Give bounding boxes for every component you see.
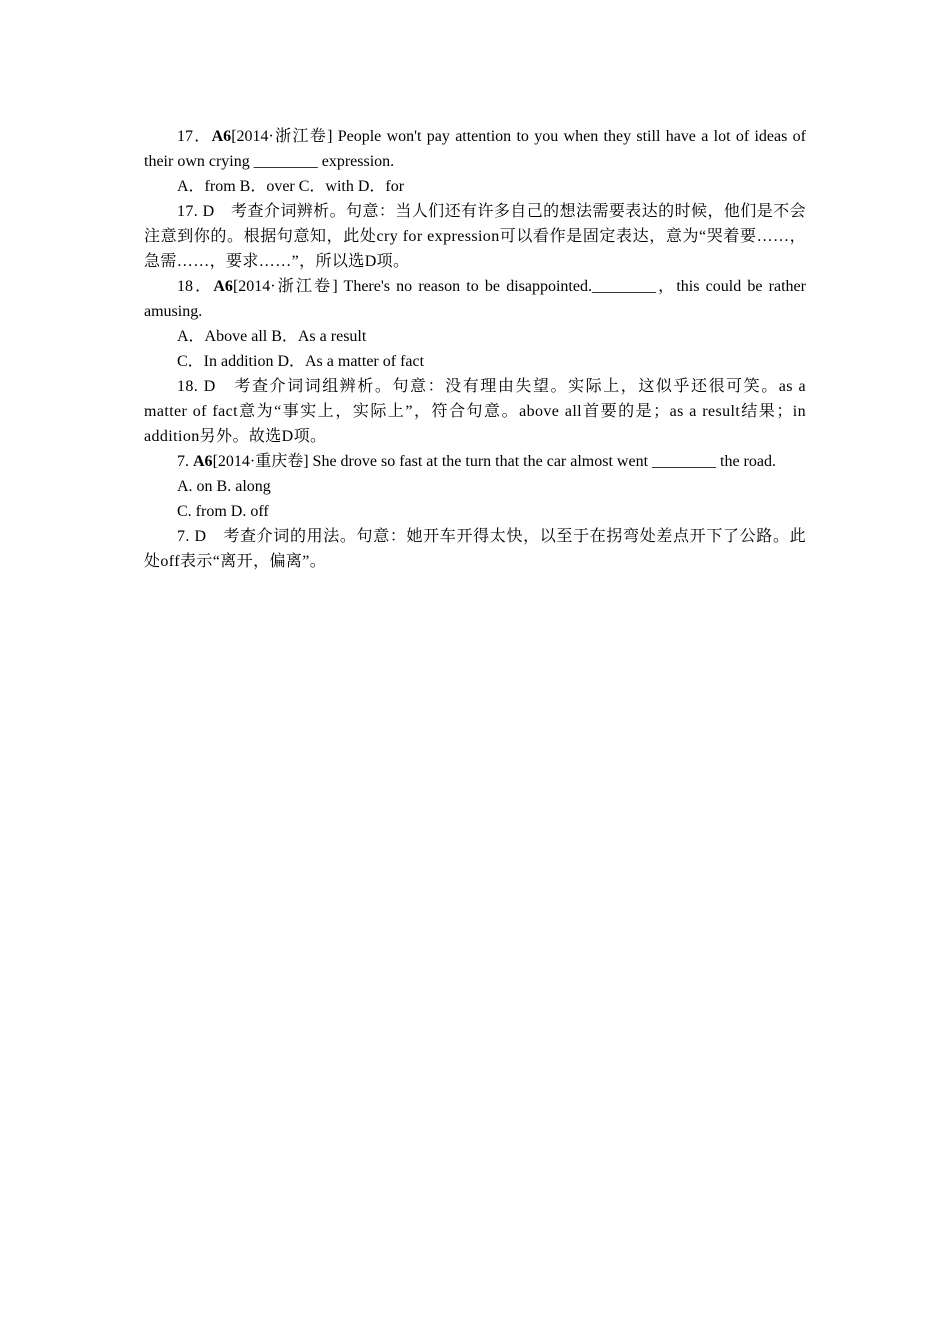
question-tag: A6 — [193, 453, 213, 470]
question-7-options-line-2: C. from D. off — [177, 503, 269, 520]
question-number: 7. — [177, 453, 193, 470]
question-text: [2014·浙江卷] There's no reason to be disappointed.________，this could be rather amusing. — [144, 278, 806, 320]
question-18-options-line-1: A．Above all B．As a result — [177, 328, 367, 345]
question-7-answer: 7. D 考查介词的用法。句意：她开车开得太快，以至于在拐弯处差点开下了公路。此处off表示“离开，偏离”。 — [144, 528, 806, 570]
question-tag: A6 — [211, 128, 232, 145]
question-17-stem — [144, 124, 806, 174]
question-text: [2014·浙江卷] People won't pay attention to you when they still have a lot of ideas of their own crying ________ expression. — [144, 128, 806, 170]
question-18-answer: 18. D 考查介词词组辨析。句意：没有理由失望。实际上，这似乎还很可笑。as a matter of fact意为“事实上，实际上”，符合句意。above all首要的是；as a result结果；in addition另外。故选D项。 — [144, 378, 806, 445]
question-18-options-line-2: C．In addition D．As a matter of fact — [177, 353, 425, 370]
question-tag: A6 — [213, 278, 233, 295]
question-number: 17． — [177, 128, 212, 145]
question-text: [2014·重庆卷] She drove so fast at the turn that the car almost went ________ the road. — [212, 453, 776, 470]
question-17-answer: 17. D 考查介词辨析。句意：当人们还有许多自己的想法需要表达的时候，他们是不会注意到你的。根据句意知，此处cry for expression可以看作是固定表达，意为“哭着要……，急需……，要求……”，所以选D项。 — [144, 203, 806, 270]
question-7-stem — [144, 449, 806, 474]
question-number: 18． — [177, 278, 214, 295]
question-17-options: A．from B．over C．with D．for — [177, 178, 405, 195]
question-18-stem — [144, 274, 806, 324]
question-7-options-line-1: A. on B. along — [177, 478, 271, 495]
document-body — [144, 124, 806, 574]
